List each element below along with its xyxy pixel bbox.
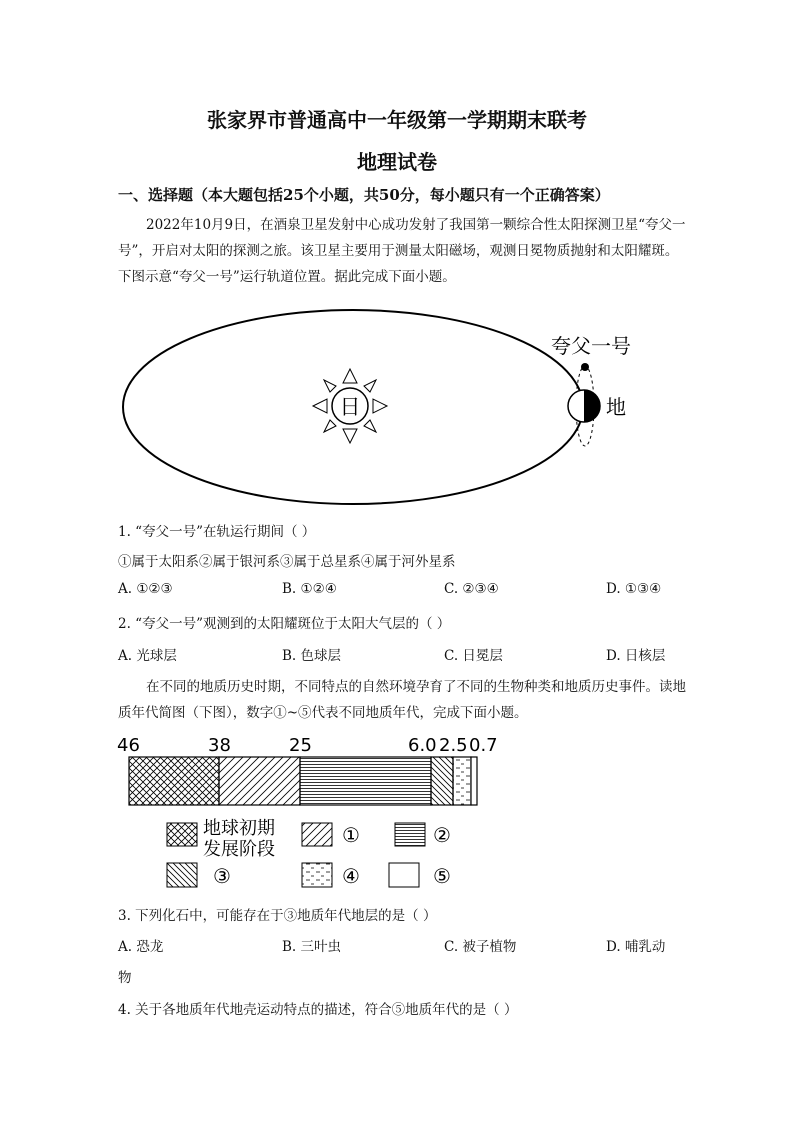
legend-swatch-early-earth [167,823,197,846]
legend-era-5: ⑤ [433,864,451,888]
tick-46: 46 [117,735,140,756]
question-4-stem: 4. 关于各地质年代地壳运动特点的描述，符合⑤地质年代的是（ ） [118,1002,518,1018]
earth-icon [568,390,600,422]
question-2-stem: 2. “夸父一号”观测到的太阳耀斑位于太阳大气层的（ ） [118,616,451,632]
segment-early-earth [129,757,219,805]
q2-option-d[interactable]: D. 日核层 [606,648,666,664]
timeline-tick-labels [117,735,498,756]
tick-0-7: 0.7 [469,735,498,756]
q2-option-c[interactable]: C. 日冕层 [444,648,503,664]
tick-2-5: 2.5 [439,735,468,756]
question-1-statements: ①属于太阳系②属于银河系③属于总星系④属于河外星系 [118,554,456,570]
legend-swatch-era-1 [302,823,332,846]
legend-era-2: ② [433,823,451,847]
question-3-stem: 3. 下列化石中，可能存在于③地质年代地层的是（ ） [118,908,437,924]
legend-era-1: ① [342,823,360,847]
legend-early-earth-line1: 地球初期 [203,818,275,839]
q3-option-a[interactable]: A. 恐龙 [118,939,164,955]
q3-option-d-wrap: 物 [118,970,132,986]
legend-swatch-era-4 [302,863,332,887]
segment-era-1 [219,757,300,805]
satellite-label: 夸父一号 [551,334,631,358]
passage-2: 在不同的地质历史时期，不同特点的自然环境孕育了不同的生物种类和地质历史事件。读地质年代简图（下图），数字①~⑤代表不同地质年代，完成下面小题。 [118,679,686,721]
orbit-figure [118,305,648,515]
segment-era-5 [471,757,477,805]
page-subtitle: 地理试卷 [357,150,437,174]
question-1-stem: 1. “夸父一号”在轨运行期间（ ） [118,524,316,540]
legend-era-4: ④ [342,864,360,888]
legend-early-earth-line2: 发展阶段 [203,839,275,860]
q1-option-d[interactable]: D. ①③④ [606,581,662,597]
tick-25: 25 [289,735,312,756]
q1-option-c[interactable]: C. ②③④ [444,581,499,597]
legend-swatch-era-2 [395,823,425,846]
q2-option-b[interactable]: B. 色球层 [282,648,342,664]
timeline-legend [167,818,451,888]
sun-label: 日 [339,395,361,419]
earth-label: 地 [606,395,626,419]
segment-era-4 [453,757,471,805]
sun-icon [313,369,387,443]
tick-38: 38 [208,735,231,756]
tick-6-0: 6.0 [408,735,437,756]
section-heading: 一、选择题（本大题包括25个小题，共50分，每小题只有一个正确答案） [118,186,610,204]
segment-era-3 [431,757,453,805]
q3-option-b[interactable]: B. 三叶虫 [282,939,342,955]
legend-swatch-era-5 [389,863,419,887]
q1-option-b[interactable]: B. ①②④ [282,581,337,597]
page-title: 张家界市普通高中一年级第一学期期末联考 [207,108,587,132]
q3-option-c[interactable]: C. 被子植物 [444,939,517,955]
segment-era-2 [300,757,431,805]
satellite-icon [581,363,589,371]
legend-swatch-era-3 [167,863,197,887]
q1-option-a[interactable]: A. ①②③ [118,581,173,597]
q3-option-d[interactable]: D. 哺乳动 [606,939,666,955]
geologic-timeline-figure [115,733,515,895]
timeline-bar [129,757,477,805]
passage-1: 2022年10月9日，在酒泉卫星发射中心成功发射了我国第一颗综合性太阳探测卫星“夸父一号”，开启对太阳的探测之旅。该卫星主要用于测量太阳磁场，观测日冕物质抛射和太阳耀斑。下图示意“夸父一号”运行轨道位置。据此完成下面小题。 [118,217,686,285]
legend-era-3: ③ [213,864,231,888]
q2-option-a[interactable]: A. 光球层 [118,648,177,664]
